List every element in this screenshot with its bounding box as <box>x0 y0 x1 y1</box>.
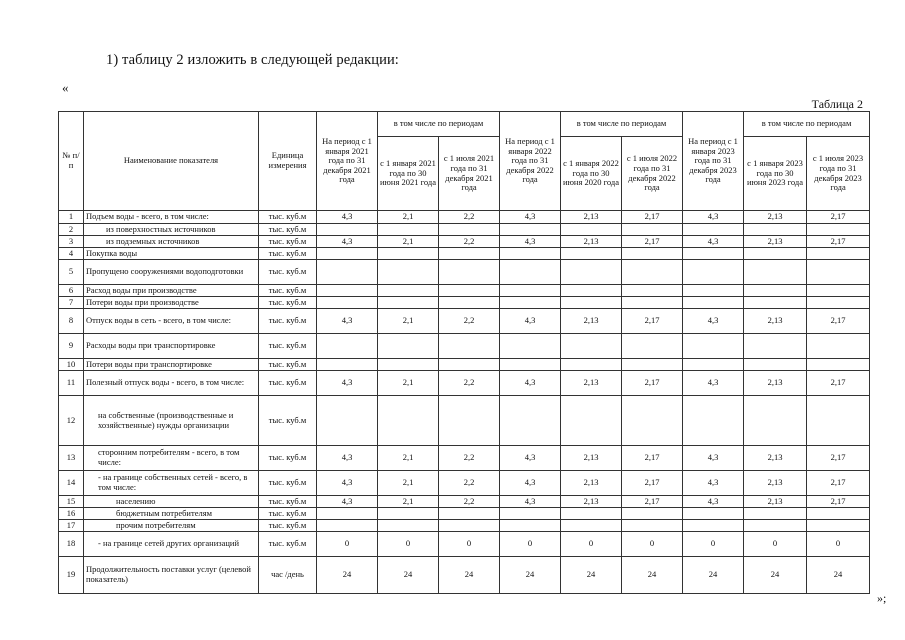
value-cell <box>683 359 744 371</box>
value-cell: 2,17 <box>807 211 870 224</box>
value-cell: 4,3 <box>683 211 744 224</box>
header-subperiods-2022: в том числе по периодам <box>561 112 683 137</box>
row-number: 1 <box>59 211 84 224</box>
value-cell: 4,3 <box>500 496 561 508</box>
value-cell <box>807 396 870 446</box>
row-number: 7 <box>59 297 84 309</box>
unit-cell: тыс. куб.м <box>259 224 317 236</box>
unit-cell: тыс. куб.м <box>259 532 317 557</box>
row-number: 2 <box>59 224 84 236</box>
value-cell: 2,2 <box>439 496 500 508</box>
indicator-name: бюджетным потребителям <box>84 508 259 520</box>
value-cell: 24 <box>683 557 744 594</box>
value-cell: 2,2 <box>439 211 500 224</box>
indicator-name: Расход воды при производстве <box>84 285 259 297</box>
value-cell: 4,3 <box>683 471 744 496</box>
value-cell: 2,1 <box>378 371 439 396</box>
value-cell: 2,17 <box>622 471 683 496</box>
value-cell <box>378 508 439 520</box>
value-cell <box>500 248 561 260</box>
value-cell <box>439 224 500 236</box>
unit-cell: тыс. куб.м <box>259 359 317 371</box>
unit-cell: тыс. куб.м <box>259 396 317 446</box>
value-cell: 4,3 <box>500 471 561 496</box>
value-cell <box>561 396 622 446</box>
indicator-name: Покупка воды <box>84 248 259 260</box>
value-cell: 2,17 <box>807 471 870 496</box>
indicator-name: - на границе собственных сетей - всего, в том числе: <box>84 471 259 496</box>
value-cell <box>744 260 807 285</box>
value-cell <box>744 285 807 297</box>
unit-cell: тыс. куб.м <box>259 211 317 224</box>
table-caption: Таблица 2 <box>811 97 863 111</box>
value-cell <box>622 285 683 297</box>
header-2023-h1: с 1 января 2023 года по 30 июня 2023 года <box>744 137 807 211</box>
value-cell <box>500 359 561 371</box>
value-cell: 0 <box>683 532 744 557</box>
value-cell: 2,17 <box>807 446 870 471</box>
value-cell <box>500 285 561 297</box>
table-row <box>59 471 870 496</box>
row-number: 11 <box>59 371 84 396</box>
row-number: 19 <box>59 557 84 594</box>
table-row <box>59 359 870 371</box>
value-cell <box>807 359 870 371</box>
value-cell <box>683 396 744 446</box>
value-cell <box>500 334 561 359</box>
value-cell: 0 <box>317 532 378 557</box>
value-cell: 2,2 <box>439 309 500 334</box>
value-cell: 4,3 <box>317 211 378 224</box>
value-cell: 2,13 <box>561 309 622 334</box>
value-cell <box>439 359 500 371</box>
table-row <box>59 260 870 285</box>
value-cell <box>683 520 744 532</box>
value-cell: 2,13 <box>744 211 807 224</box>
header-number: № п/п <box>59 112 84 211</box>
header-name: Наименование показателя <box>84 112 259 211</box>
table-row <box>59 446 870 471</box>
value-cell <box>622 396 683 446</box>
value-cell: 24 <box>500 557 561 594</box>
value-cell: 2,13 <box>561 236 622 248</box>
table-row <box>59 236 870 248</box>
value-cell <box>744 224 807 236</box>
value-cell <box>744 248 807 260</box>
water-indicators-table <box>58 111 870 594</box>
value-cell <box>500 396 561 446</box>
value-cell: 4,3 <box>500 446 561 471</box>
value-cell <box>807 520 870 532</box>
unit-cell: тыс. куб.м <box>259 236 317 248</box>
value-cell <box>622 224 683 236</box>
table-row <box>59 520 870 532</box>
value-cell <box>500 520 561 532</box>
value-cell <box>561 520 622 532</box>
value-cell: 2,2 <box>439 236 500 248</box>
indicator-name: Продолжительность поставки услуг (целевой показатель) <box>84 557 259 594</box>
value-cell: 2,17 <box>622 309 683 334</box>
header-period-2022: На период с 1 января 2022 года по 31 декабря 2022 года <box>500 112 561 211</box>
header-2022-h2: с 1 июля 2022 года по 31 декабря 2022 года <box>622 137 683 211</box>
value-cell: 0 <box>744 532 807 557</box>
value-cell: 4,3 <box>317 236 378 248</box>
value-cell: 24 <box>622 557 683 594</box>
value-cell <box>622 297 683 309</box>
value-cell <box>317 396 378 446</box>
value-cell <box>378 260 439 285</box>
unit-cell: тыс. куб.м <box>259 260 317 285</box>
value-cell: 2,13 <box>744 309 807 334</box>
table-row <box>59 396 870 446</box>
unit-cell: тыс. куб.м <box>259 471 317 496</box>
value-cell: 2,1 <box>378 236 439 248</box>
value-cell: 4,3 <box>683 446 744 471</box>
table-row <box>59 496 870 508</box>
intro-text: 1) таблицу 2 изложить в следующей редакции: <box>106 52 399 68</box>
value-cell <box>683 297 744 309</box>
value-cell <box>744 396 807 446</box>
value-cell <box>807 297 870 309</box>
value-cell: 2,17 <box>622 496 683 508</box>
unit-cell: тыс. куб.м <box>259 285 317 297</box>
unit-cell: тыс. куб.м <box>259 520 317 532</box>
value-cell: 2,1 <box>378 309 439 334</box>
value-cell <box>561 248 622 260</box>
value-cell <box>744 508 807 520</box>
value-cell: 2,17 <box>622 236 683 248</box>
value-cell <box>622 520 683 532</box>
value-cell: 24 <box>439 557 500 594</box>
value-cell: 2,17 <box>622 371 683 396</box>
value-cell: 2,13 <box>744 371 807 396</box>
value-cell: 2,2 <box>439 371 500 396</box>
row-number: 4 <box>59 248 84 260</box>
value-cell <box>622 260 683 285</box>
indicator-name: на собственные (производственные и хозяйственные) нужды организации <box>84 396 259 446</box>
closing-quote: »; <box>877 591 887 605</box>
value-cell <box>807 224 870 236</box>
value-cell <box>317 297 378 309</box>
indicator-name: Потери воды при производстве <box>84 297 259 309</box>
value-cell <box>500 224 561 236</box>
value-cell <box>439 520 500 532</box>
value-cell <box>622 248 683 260</box>
value-cell <box>807 285 870 297</box>
value-cell <box>561 285 622 297</box>
table-row <box>59 532 870 557</box>
unit-cell: тыс. куб.м <box>259 309 317 334</box>
value-cell <box>378 520 439 532</box>
unit-cell: тыс. куб.м <box>259 371 317 396</box>
table-row <box>59 371 870 396</box>
opening-quote: « <box>62 80 69 95</box>
value-cell <box>439 508 500 520</box>
table-row <box>59 557 870 594</box>
unit-cell: тыс. куб.м <box>259 508 317 520</box>
header-subperiods-2021: в том числе по периодам <box>378 112 500 137</box>
value-cell: 0 <box>378 532 439 557</box>
table-row <box>59 211 870 224</box>
value-cell: 24 <box>317 557 378 594</box>
value-cell: 2,13 <box>561 471 622 496</box>
value-cell: 4,3 <box>317 446 378 471</box>
value-cell <box>561 334 622 359</box>
value-cell: 2,17 <box>807 309 870 334</box>
table-row <box>59 224 870 236</box>
indicator-name: Подъем воды - всего, в том числе: <box>84 211 259 224</box>
value-cell: 4,3 <box>500 211 561 224</box>
row-number: 17 <box>59 520 84 532</box>
value-cell <box>622 508 683 520</box>
value-cell: 4,3 <box>683 496 744 508</box>
header-2021-h2: с 1 июля 2021 года по 31 декабря 2021 года <box>439 137 500 211</box>
value-cell <box>683 285 744 297</box>
value-cell: 4,3 <box>500 236 561 248</box>
indicator-name: Пропущено сооружениями водоподготовки <box>84 260 259 285</box>
header-2023-h2: с 1 июля 2023 года по 31 декабря 2023 года <box>807 137 870 211</box>
value-cell: 0 <box>622 532 683 557</box>
value-cell: 2,17 <box>622 211 683 224</box>
value-cell <box>378 334 439 359</box>
value-cell <box>317 260 378 285</box>
indicator-name: из поверхностных источников <box>84 224 259 236</box>
value-cell <box>561 297 622 309</box>
value-cell <box>683 334 744 359</box>
row-number: 5 <box>59 260 84 285</box>
value-cell: 4,3 <box>317 471 378 496</box>
table-row <box>59 285 870 297</box>
unit-cell: тыс. куб.м <box>259 248 317 260</box>
row-number: 16 <box>59 508 84 520</box>
value-cell: 0 <box>439 532 500 557</box>
unit-cell: тыс. куб.м <box>259 496 317 508</box>
indicator-name: сторонним потребителям - всего, в том числе: <box>84 446 259 471</box>
table-row <box>59 297 870 309</box>
value-cell <box>439 396 500 446</box>
indicator-name: Расходы воды при транспортировке <box>84 334 259 359</box>
value-cell <box>378 359 439 371</box>
value-cell: 4,3 <box>317 309 378 334</box>
unit-cell: тыс. куб.м <box>259 446 317 471</box>
value-cell: 24 <box>561 557 622 594</box>
indicator-name: населению <box>84 496 259 508</box>
value-cell: 4,3 <box>683 236 744 248</box>
value-cell <box>744 359 807 371</box>
value-cell: 2,1 <box>378 446 439 471</box>
value-cell: 24 <box>744 557 807 594</box>
value-cell: 2,2 <box>439 446 500 471</box>
row-number: 6 <box>59 285 84 297</box>
value-cell: 4,3 <box>500 309 561 334</box>
value-cell: 2,13 <box>561 211 622 224</box>
value-cell <box>500 260 561 285</box>
header-period-2023: На период с 1 января 2023 года по 31 декабря 2023 года <box>683 112 744 211</box>
value-cell: 2,17 <box>807 371 870 396</box>
value-cell: 0 <box>500 532 561 557</box>
value-cell: 0 <box>561 532 622 557</box>
indicator-name: - на границе сетей других организаций <box>84 532 259 557</box>
value-cell <box>683 260 744 285</box>
row-number: 18 <box>59 532 84 557</box>
indicator-name: Полезный отпуск воды - всего, в том числе: <box>84 371 259 396</box>
value-cell <box>807 508 870 520</box>
value-cell <box>317 520 378 532</box>
value-cell <box>439 297 500 309</box>
value-cell: 24 <box>807 557 870 594</box>
value-cell <box>561 260 622 285</box>
value-cell <box>439 285 500 297</box>
value-cell <box>683 248 744 260</box>
unit-cell: тыс. куб.м <box>259 297 317 309</box>
value-cell <box>317 248 378 260</box>
value-cell: 2,2 <box>439 471 500 496</box>
value-cell <box>807 334 870 359</box>
value-cell <box>622 359 683 371</box>
value-cell: 2,13 <box>561 496 622 508</box>
row-number: 10 <box>59 359 84 371</box>
header-period-2021: На период с 1 января 2021 года по 31 декабря 2021 года <box>317 112 378 211</box>
value-cell: 2,13 <box>744 236 807 248</box>
table-row <box>59 309 870 334</box>
value-cell: 2,1 <box>378 471 439 496</box>
row-number: 14 <box>59 471 84 496</box>
value-cell <box>378 224 439 236</box>
table-row <box>59 248 870 260</box>
indicator-name: из подземных источников <box>84 236 259 248</box>
header-2022-h1: с 1 января 2022 года по 30 июня 2020 года <box>561 137 622 211</box>
value-cell <box>317 508 378 520</box>
row-number: 9 <box>59 334 84 359</box>
row-number: 13 <box>59 446 84 471</box>
value-cell <box>439 334 500 359</box>
value-cell <box>378 396 439 446</box>
header-unit: Единица измерения <box>259 112 317 211</box>
value-cell: 2,17 <box>807 496 870 508</box>
value-cell: 2,1 <box>378 211 439 224</box>
value-cell <box>378 285 439 297</box>
value-cell <box>744 297 807 309</box>
value-cell <box>807 260 870 285</box>
value-cell <box>317 334 378 359</box>
header-subperiods-2023: в том числе по периодам <box>744 112 870 137</box>
value-cell: 2,13 <box>561 446 622 471</box>
value-cell: 2,13 <box>744 496 807 508</box>
value-cell <box>317 285 378 297</box>
value-cell: 2,13 <box>561 371 622 396</box>
indicator-name: Отпуск воды в сеть - всего, в том числе: <box>84 309 259 334</box>
value-cell <box>744 520 807 532</box>
value-cell <box>744 334 807 359</box>
value-cell: 2,17 <box>622 446 683 471</box>
value-cell <box>683 508 744 520</box>
unit-cell: час /день <box>259 557 317 594</box>
value-cell: 4,3 <box>683 309 744 334</box>
row-number: 12 <box>59 396 84 446</box>
value-cell <box>807 248 870 260</box>
value-cell: 2,1 <box>378 496 439 508</box>
value-cell <box>378 248 439 260</box>
value-cell <box>378 297 439 309</box>
value-cell <box>683 224 744 236</box>
value-cell <box>317 359 378 371</box>
value-cell: 4,3 <box>317 371 378 396</box>
table-row <box>59 508 870 520</box>
header-2021-h1: с 1 января 2021 года по 30 июня 2021 года <box>378 137 439 211</box>
value-cell: 2,13 <box>744 471 807 496</box>
row-number: 15 <box>59 496 84 508</box>
value-cell <box>439 260 500 285</box>
value-cell: 4,3 <box>500 371 561 396</box>
value-cell <box>500 508 561 520</box>
indicator-name: прочим потребителям <box>84 520 259 532</box>
value-cell <box>622 334 683 359</box>
value-cell <box>317 224 378 236</box>
indicator-name: Потери воды при транспортировке <box>84 359 259 371</box>
value-cell: 0 <box>807 532 870 557</box>
value-cell <box>561 224 622 236</box>
row-number: 8 <box>59 309 84 334</box>
table-row <box>59 334 870 359</box>
value-cell: 4,3 <box>683 371 744 396</box>
value-cell <box>439 248 500 260</box>
value-cell: 2,13 <box>744 446 807 471</box>
row-number: 3 <box>59 236 84 248</box>
unit-cell: тыс. куб.м <box>259 334 317 359</box>
value-cell <box>561 359 622 371</box>
value-cell: 24 <box>378 557 439 594</box>
value-cell <box>500 297 561 309</box>
value-cell <box>561 508 622 520</box>
value-cell: 4,3 <box>317 496 378 508</box>
value-cell: 2,17 <box>807 236 870 248</box>
